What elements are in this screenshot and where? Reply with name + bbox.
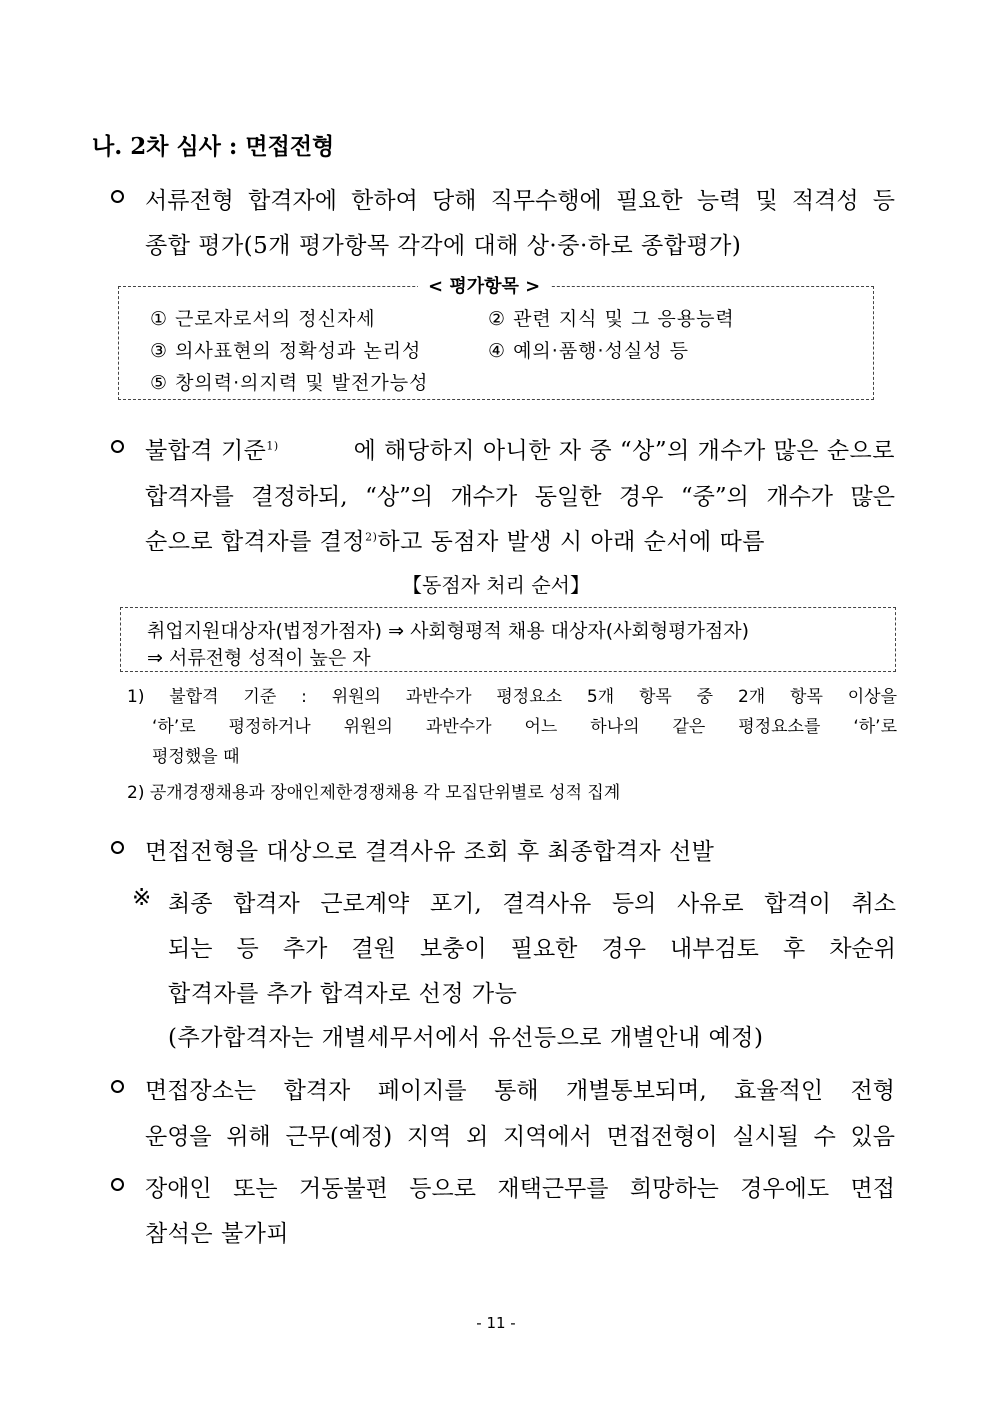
section5-line2: 참석은 불가피 bbox=[145, 1221, 290, 1247]
tie-rule-line2: ⇒ 서류전형 성적이 높은 자 bbox=[147, 647, 371, 669]
footnote-1-line3: 평정했을 때 bbox=[152, 747, 240, 767]
section1-line1: 서류전형 합격자에 한하여 당해 직무수행에 필요한 능력 및 적격성 등 bbox=[145, 188, 895, 214]
bullet-circle-icon bbox=[111, 1080, 124, 1093]
eval-item-3: ③ 의사표현의 정확성과 논리성 bbox=[150, 340, 422, 362]
tie-rule-box bbox=[120, 607, 896, 672]
section2-line1-rest: 에 해당하지 아니한 자 중 “상”의 개수가 많은 순으로 bbox=[353, 438, 895, 464]
remark-line3: 합격자를 추가 합격자로 선정 가능 bbox=[168, 981, 518, 1007]
evaluation-box-title: < 평가항목 > bbox=[418, 272, 550, 298]
bullet-circle-icon bbox=[111, 440, 124, 453]
remark-line1: 최종 합격자 근로계약 포기, 결격사유 등의 사유로 합격이 취소 bbox=[168, 891, 896, 917]
section2-line2: 합격자를 결정하되, “상”의 개수가 동일한 경우 “중”의 개수가 많은 bbox=[145, 484, 895, 510]
reference-mark-icon: ※ bbox=[132, 885, 152, 911]
eval-item-1: ① 근로자로서의 정신자세 bbox=[150, 308, 376, 330]
section1-line2: 종합 평가(5개 평가항목 각각에 대해 상·중·하로 종합평가) bbox=[145, 233, 742, 259]
eval-item-2: ② 관련 지식 및 그 응용능력 bbox=[488, 308, 735, 330]
footnote-ref-2: 2) bbox=[365, 530, 378, 544]
remark-line2: 되는 등 추가 결원 보충이 필요한 경우 내부검토 후 차순위 bbox=[168, 936, 896, 962]
bullet-circle-icon bbox=[111, 190, 124, 203]
section-heading: 나. 2차 심사 : 면접전형 bbox=[92, 133, 335, 160]
section4-line2: 운영을 위해 근무(예정) 지역 외 지역에서 면접전형이 실시될 수 있음 bbox=[145, 1124, 895, 1150]
bullet-circle-icon bbox=[111, 1178, 124, 1191]
section3-line1: 면접전형을 대상으로 결격사유 조회 후 최종합격자 선발 bbox=[145, 839, 715, 865]
footnote-1-line1: 1) 불합격 기준 : 위원의 과반수가 평정요소 5개 항목 중 2개 항목 이상을 bbox=[127, 687, 897, 707]
section2-line1-start: 불합격 기준$^{1)}$ bbox=[145, 438, 279, 464]
section5-line1: 장애인 또는 거동불편 등으로 재택근무를 희망하는 경우에도 면접 bbox=[145, 1176, 895, 1202]
footnote-ref-1: 1) bbox=[266, 439, 279, 453]
bullet-circle-icon bbox=[111, 841, 124, 854]
footnote-2: 2) 공개경쟁채용과 장애인제한경쟁채용 각 모집단위별로 성적 집계 bbox=[127, 783, 621, 803]
page-number: - 11 - bbox=[476, 1314, 516, 1332]
eval-item-5: ⑤ 창의력·의지력 및 발전가능성 bbox=[150, 372, 429, 394]
section2-line3: 순으로 합격자를 결정$^{2)}$하고 동점자 발생 시 아래 순서에 따름 bbox=[145, 529, 766, 555]
section4-line1: 면접장소는 합격자 페이지를 통해 개별통보되며, 효율적인 전형 bbox=[145, 1078, 895, 1104]
remark-line4: (추가합격자는 개별세무서에서 유선등으로 개별안내 예정) bbox=[168, 1025, 764, 1051]
section2-line1 bbox=[145, 432, 895, 465]
tie-rule-line1: 취업지원대상자(법정가점자) ⇒ 사회형평적 채용 대상자(사회형평가점자) bbox=[147, 620, 749, 642]
tie-rule-title: 【동점자 처리 순서】 bbox=[402, 573, 590, 597]
eval-item-4: ④ 예의·품행·성실성 등 bbox=[488, 340, 690, 362]
footnote-1-line2: ‘하’로 평정하거나 위원의 과반수가 어느 하나의 같은 평정요소를 ‘하’로 bbox=[152, 717, 897, 737]
